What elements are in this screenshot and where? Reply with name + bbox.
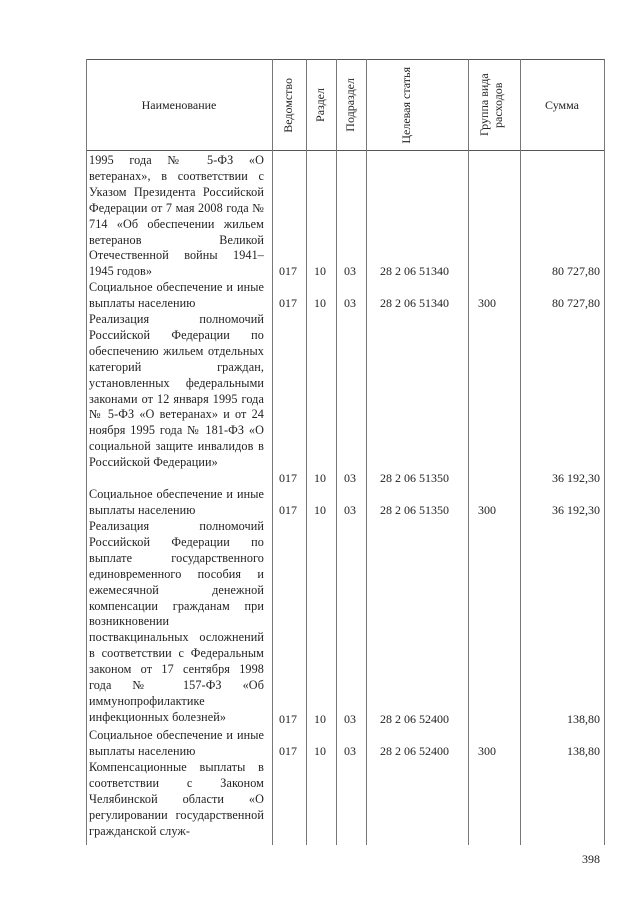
row-vedomstvo: 017 (279, 744, 297, 758)
row-gruppa: 300 (478, 296, 496, 310)
row-razdel: 10 (314, 744, 326, 758)
row-podrazdel: 03 (344, 503, 356, 517)
row-summa: 138,80 (567, 744, 600, 758)
row-celevaya: 28 2 06 52400 (380, 712, 449, 726)
row-vedomstvo: 017 (279, 264, 297, 278)
column-divider (520, 59, 521, 845)
row-razdel: 10 (314, 264, 326, 278)
header-gruppa (468, 60, 520, 150)
header-podrazdel (336, 60, 366, 150)
row-name: 1995 года № 5-ФЗ «О ветеранах», в соответствии с Указом Президента Российской Федерации от 7 мая 2008 года № 714 «Об обеспечении жильем ветеранов Великой Отечественной войны 1941–1945 годов» (89, 153, 264, 279)
row-podrazdel: 03 (344, 471, 356, 485)
row-vedomstvo: 017 (279, 471, 297, 485)
row-podrazdel: 03 (344, 712, 356, 726)
row-celevaya: 28 2 06 51340 (380, 264, 449, 278)
row-vedomstvo: 017 (279, 712, 297, 726)
table-header-bottom-border (86, 150, 604, 151)
row-celevaya: 28 2 06 51350 (380, 471, 449, 485)
row-celevaya: 28 2 06 51350 (380, 503, 449, 517)
row-gruppa: 300 (478, 503, 496, 517)
row-vedomstvo: 017 (279, 296, 297, 310)
row-summa: 80 727,80 (552, 296, 600, 310)
row-name: Социальное обеспечение и иные выплаты населению (89, 728, 264, 758)
header-name (86, 60, 272, 150)
row-name: Социальное обеспечение и иные выплаты населению (89, 487, 264, 517)
row-podrazdel: 03 (344, 264, 356, 278)
row-gruppa: 300 (478, 744, 496, 758)
header-razdel-label: Раздел (313, 88, 328, 122)
column-divider (306, 59, 307, 845)
row-name: Социальное обеспечение и иные выплаты населению (89, 280, 264, 310)
row-celevaya: 28 2 06 52400 (380, 744, 449, 758)
header-podrazdel-label: Подраздел (343, 78, 358, 132)
header-gruppa-label: Группа вида расходов (477, 73, 505, 137)
row-name: Реализация полномочий Российской Федерации по выплате государственного единовременного пособия и ежемесячной денежной компенсации гражданам при возникновении поствакцинальных осложнений в соответствии с Федеральным законом от 17 сентября 1998 года № 157-ФЗ «Об иммунопрофилактике инфекционных болезней» (89, 519, 264, 724)
row-name: Компенсационные выплаты в соответствии с Законом Челябинской области «О регулировании государственной гражданской служ- (89, 760, 264, 838)
column-divider (604, 59, 605, 845)
row-summa: 138,80 (567, 712, 600, 726)
row-name: Реализация полномочий Российской Федерации по обеспечению жильем отдельных категорий граждан, установленных федеральными законами от 12 января 1995 года № 5-ФЗ «О ветеранах» и от 24 ноября 1995 года № 181-ФЗ «О социальной защите инвалидов в Российской Федерации» (89, 312, 264, 470)
header-summa-label: Сумма (545, 97, 579, 112)
header-vedomstvo (272, 60, 306, 150)
header-celevaya (366, 60, 468, 150)
row-summa: 36 192,30 (552, 503, 600, 517)
row-podrazdel: 03 (344, 744, 356, 758)
row-summa: 80 727,80 (552, 264, 600, 278)
header-vedomstvo-label: Ведомство (281, 77, 296, 133)
row-razdel: 10 (314, 296, 326, 310)
column-divider (336, 59, 337, 845)
row-podrazdel: 03 (344, 296, 356, 310)
row-razdel: 10 (314, 503, 326, 517)
page-number: 398 (582, 852, 600, 866)
row-summa: 36 192,30 (552, 471, 600, 485)
header-name-label: Наименование (141, 97, 217, 112)
column-divider (272, 59, 273, 845)
row-razdel: 10 (314, 471, 326, 485)
header-razdel (306, 60, 336, 150)
row-celevaya: 28 2 06 51340 (380, 296, 449, 310)
header-celevaya-label: Целевая статья (399, 66, 413, 144)
column-divider (468, 59, 469, 845)
row-razdel: 10 (314, 712, 326, 726)
column-divider (366, 59, 367, 845)
row-vedomstvo: 017 (279, 503, 297, 517)
header-summa (520, 60, 604, 150)
column-divider (86, 59, 87, 845)
